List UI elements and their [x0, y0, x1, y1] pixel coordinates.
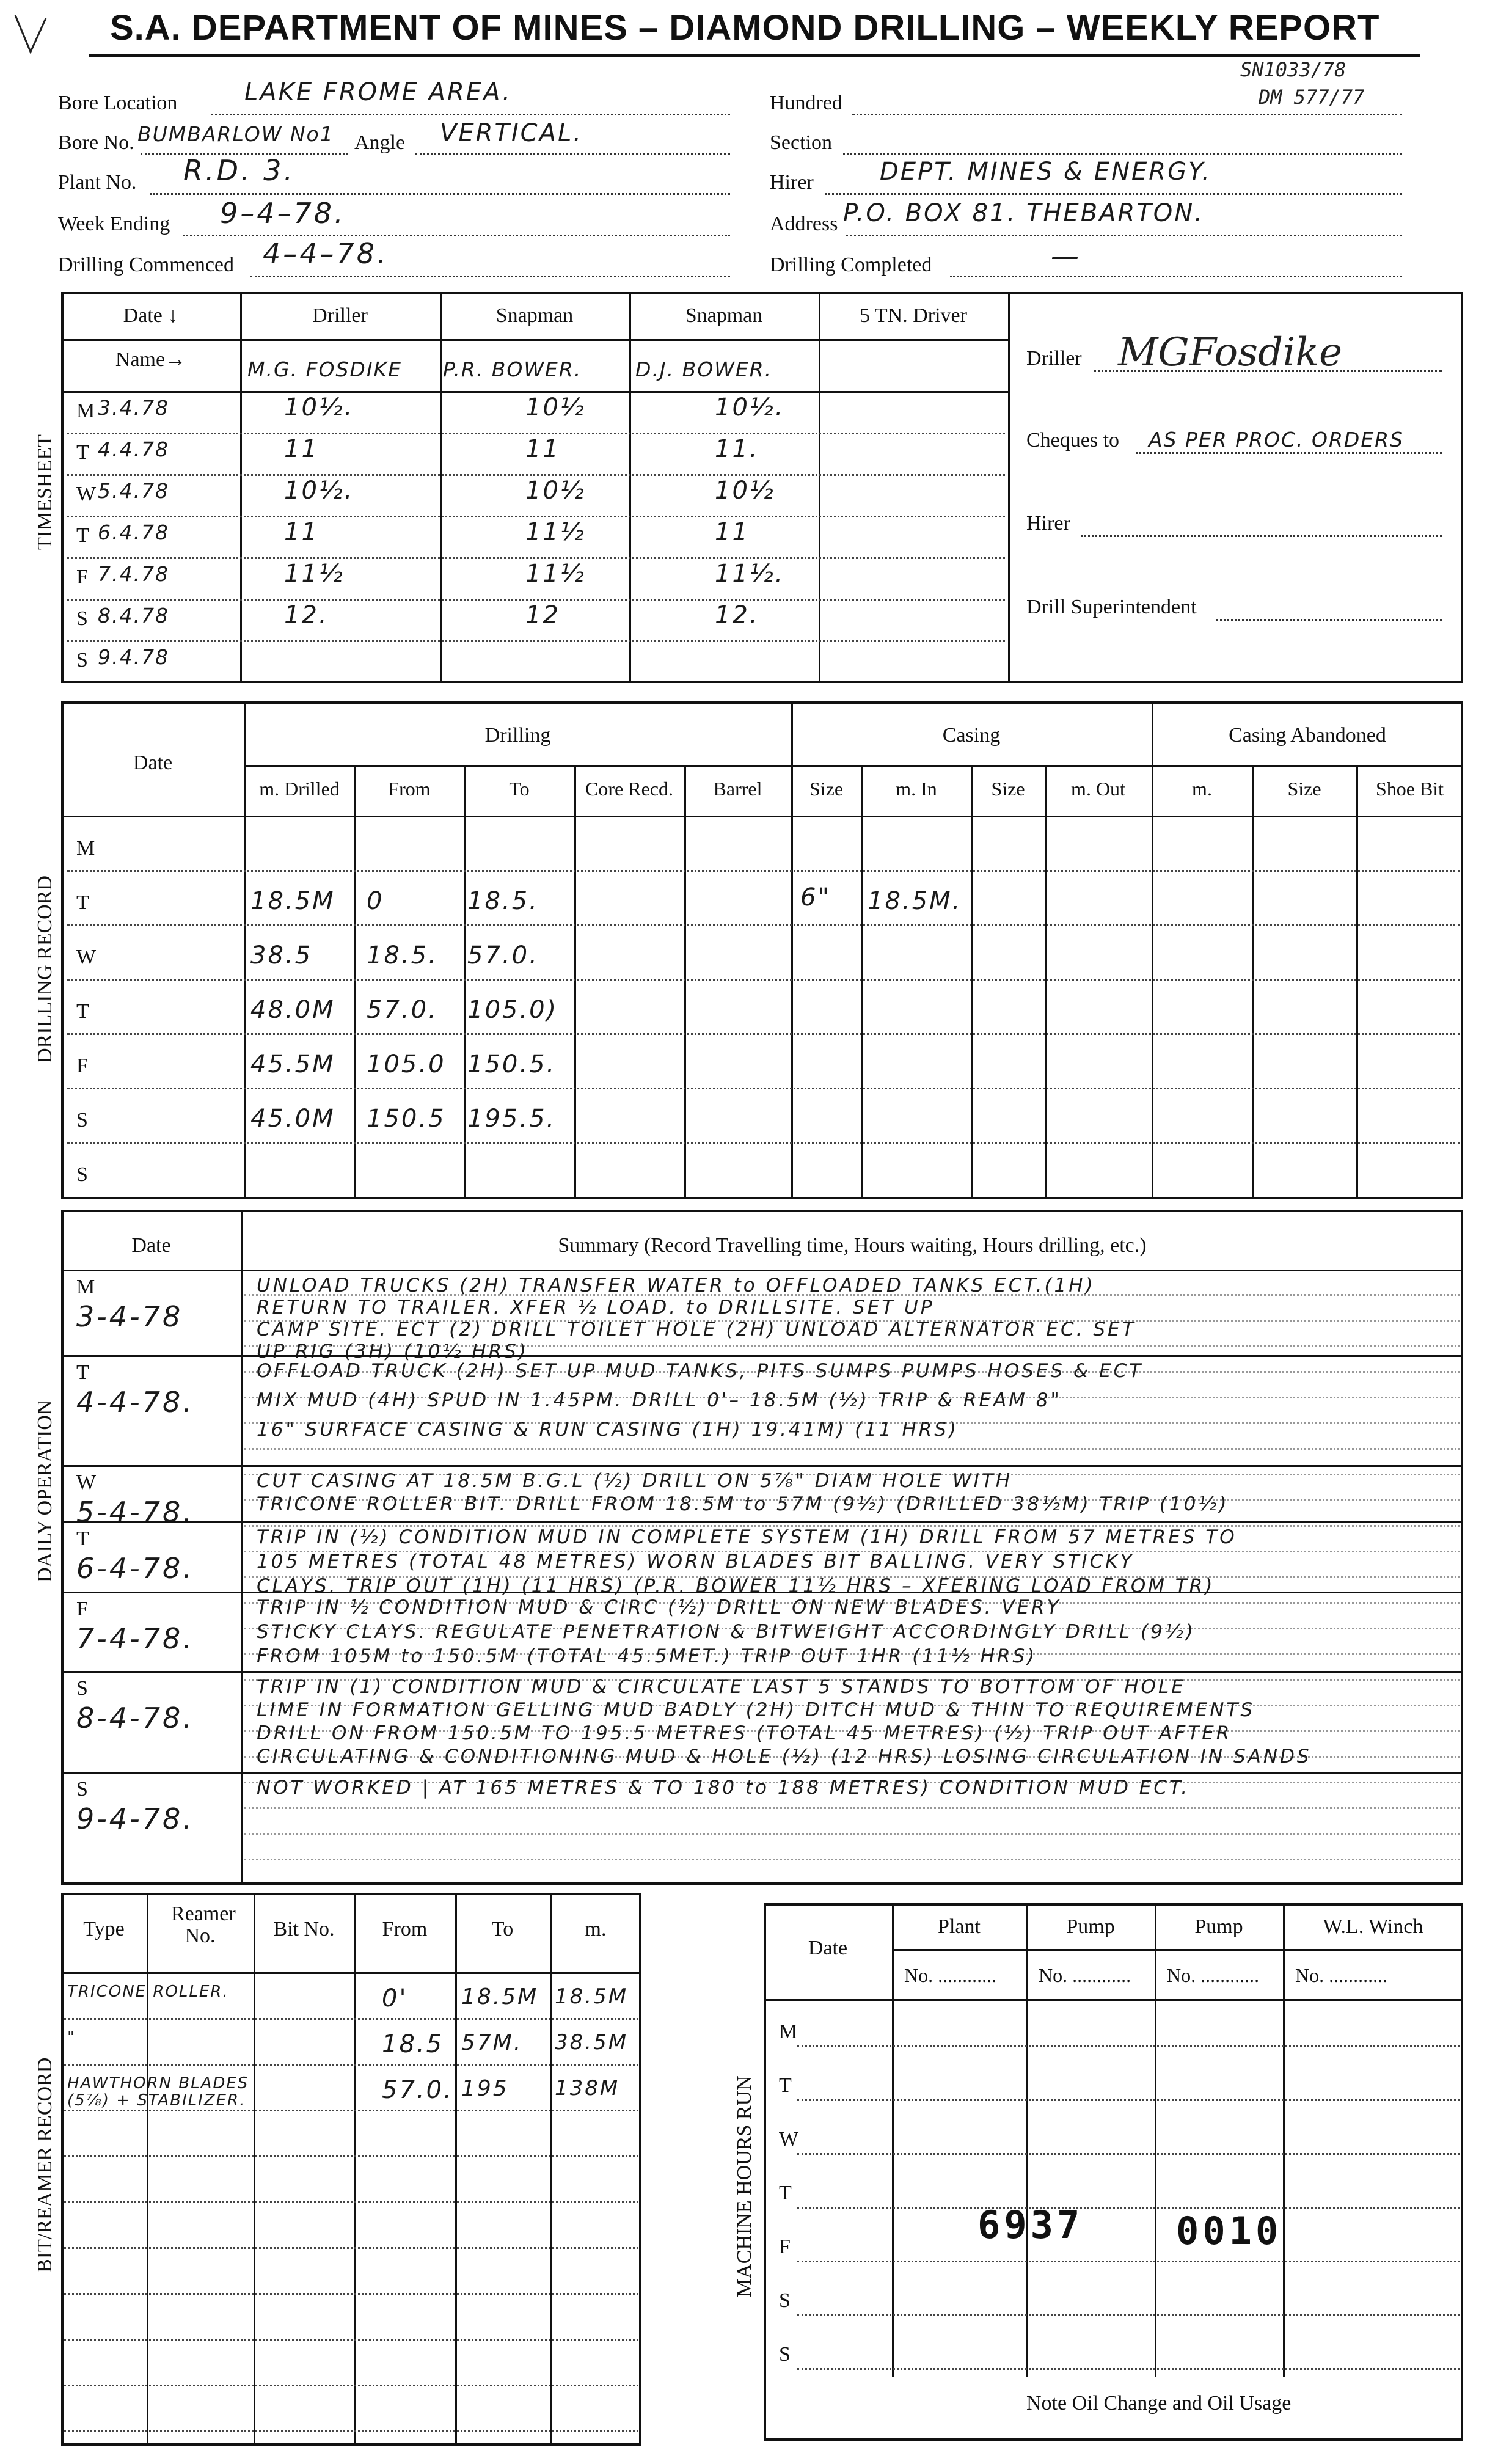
- bore-location-label: Bore Location: [58, 92, 178, 114]
- timesheet-side-label: TIMESHEET: [34, 434, 56, 550]
- rule: [354, 765, 356, 1199]
- drilling-from: 150.5: [367, 1105, 446, 1133]
- fill-line: [843, 153, 1402, 155]
- machine-row-day: F: [779, 2236, 791, 2258]
- rule: [241, 1210, 243, 1885]
- timesheet-cheques-label: Cheques to: [1026, 429, 1120, 451]
- daily-summary-line: TRIP IN (½) CONDITION MUD IN COMPLETE SYSTEM (1H) DRILL FROM 57 METRES TO: [257, 1526, 1237, 1548]
- row-divider: [67, 640, 1005, 642]
- drilling-completed-label: Drilling Completed: [770, 254, 932, 276]
- timesheet-cheques-value: AS PER PROC. ORDERS: [1149, 428, 1405, 451]
- drilling-row-day: T: [76, 1000, 89, 1023]
- rule: [61, 391, 1008, 393]
- timesheet-name-header: Name→: [115, 348, 186, 371]
- drilling-col-header: Size: [1287, 778, 1321, 800]
- rule: [1026, 1903, 1028, 2377]
- bit-record-side-label: BIT/REAMER RECORD: [34, 2057, 56, 2273]
- bit-col-header: m.: [585, 1918, 607, 1940]
- daily-date-header: Date: [131, 1234, 171, 1257]
- ruled-line: [244, 1859, 1460, 1860]
- ruled-line: [244, 1294, 1460, 1296]
- row-divider: [67, 979, 1460, 981]
- bit-col-header: Reamer No.: [171, 1903, 236, 1947]
- fill-line: [950, 276, 1402, 277]
- machine-hours-side-label: MACHINE HOURS RUN: [733, 2075, 756, 2297]
- timesheet-name-driller: M.G. FOSDIKE: [247, 357, 403, 381]
- drilling-from: 57.0.: [367, 996, 438, 1024]
- row-divider: [67, 1033, 1460, 1035]
- drilling-date-header: Date: [133, 751, 173, 774]
- plant-hours-stamp: 6937: [977, 2203, 1084, 2247]
- address-label: Address: [770, 213, 838, 235]
- ruled-line: [244, 1833, 1460, 1835]
- daily-summary-line: CAMP SITE. ECT (2) DRILL TOILET HOLE (2H) UNLOAD ALTERNATOR EC. SET: [257, 1318, 1136, 1340]
- report-title: S.A. DEPARTMENT OF MINES – DIAMOND DRILLING – WEEKLY REPORT: [110, 8, 1380, 48]
- ruled-line: [797, 2314, 1460, 2316]
- ruled-line: [244, 1474, 1460, 1475]
- ruled-line: [244, 1320, 1460, 1322]
- rule: [1356, 765, 1358, 1199]
- daily-summary-line: CIRCULATING & CONDITIONING MUD & HOLE (½) (12 HRS) LOSING CIRCULATION IN SANDS: [257, 1746, 1312, 1768]
- daily-row-date: 8-4-78.: [76, 1702, 194, 1735]
- day-divider: [61, 1772, 1463, 1774]
- drilling-from: 18.5.: [367, 941, 438, 970]
- rule: [464, 765, 466, 1199]
- drilling-m-drilled: 18.5M: [250, 887, 335, 915]
- timesheet-hours-cell: 10½.: [284, 393, 354, 422]
- rule: [455, 1893, 457, 2446]
- drilling-row-day: M: [76, 837, 95, 860]
- timesheet-hours-cell: 11½.: [715, 560, 785, 588]
- timesheet-col-driller: Driller: [312, 304, 368, 327]
- ruled-line: [244, 1782, 1460, 1783]
- timesheet-row-date: 6.4.78: [98, 521, 169, 544]
- hundred-label: Hundred: [770, 92, 842, 114]
- drilling-commenced-label: Drilling Commenced: [58, 254, 235, 276]
- ruled-line: [244, 1345, 1460, 1347]
- drilling-to: 105.0): [467, 996, 558, 1024]
- daily-summary-line: NOT WORKED | AT 165 METRES & TO 180 to 188 METRES) CONDITION MUD ECT.: [257, 1777, 1190, 1799]
- rule: [861, 765, 863, 1199]
- ruled-line: [64, 2018, 638, 2020]
- drilling-from: 105.0: [367, 1050, 446, 1078]
- daily-summary-line: 105 METRES (TOTAL 48 METRES) WORN BLADES BIT BALLING. VERY STICKY: [257, 1551, 1134, 1573]
- drilling-col-header: From: [388, 778, 431, 800]
- timesheet-row-day: T: [76, 524, 89, 547]
- ruled-line: [244, 1679, 1460, 1681]
- bit-m: 18.5M: [555, 1984, 629, 2009]
- drilling-record-side-label: DRILLING RECORD: [34, 876, 56, 1063]
- timesheet-hours-cell: 12.: [715, 601, 759, 629]
- daily-row-day: M: [76, 1276, 95, 1298]
- ruled-line: [64, 2339, 638, 2341]
- timesheet-name-snapman-2: D.J. BOWER.: [635, 357, 773, 381]
- rule: [440, 292, 442, 683]
- casing-abandoned-group-header: Casing Abandoned: [1229, 724, 1386, 747]
- rule: [147, 1893, 148, 2446]
- machine-row-day: M: [779, 2020, 798, 2043]
- drilling-col-header: Size: [991, 778, 1025, 800]
- daily-summary-line: OFFLOAD TRUCK (2H) SET UP MUD TANKS, PITS SUMPS PUMPS HOSES & ECT: [257, 1360, 1144, 1382]
- rule: [1252, 765, 1254, 1199]
- daily-summary-line: TRICONE ROLLER BIT. DRILL FROM 18.5M to 57M (9½) (DRILLED 38½M) TRIP (10½): [257, 1493, 1229, 1515]
- drilling-row-day: S: [76, 1163, 88, 1186]
- ruled-line: [64, 2155, 638, 2157]
- ruled-line: [244, 1576, 1460, 1578]
- drilling-row-day: F: [76, 1055, 88, 1077]
- timesheet-col-snapman: Snapman: [685, 304, 763, 327]
- hirer-value: DEPT. MINES & ENERGY.: [880, 158, 1212, 186]
- bit-col-header: To: [491, 1918, 514, 1940]
- machine-col-header: Pump: [1194, 1915, 1243, 1938]
- row-divider: [67, 1142, 1460, 1144]
- drilling-from: 0: [367, 887, 384, 915]
- driller-signature: MGFosdike: [1118, 330, 1343, 375]
- daily-summary-line: CUT CASING AT 18.5M B.G.L (½) DRILL ON 5⅞" DIAM HOLE WITH: [257, 1470, 1012, 1492]
- timesheet-col-driver: 5 TN. Driver: [860, 304, 967, 327]
- day-divider: [61, 1355, 1463, 1357]
- machine-no-field: No. ............: [1039, 1964, 1131, 1986]
- bit-type: HAWTHORN BLADES (5⅞) + STABILIZER.: [67, 2074, 249, 2110]
- timesheet-row-date: 7.4.78: [98, 562, 169, 586]
- casing-m-in: 18.5M.: [868, 887, 962, 915]
- drilling-m-drilled: 38.5: [250, 941, 313, 970]
- fill-line: [846, 235, 1402, 236]
- ruled-line: [797, 2261, 1460, 2262]
- bore-location-value: LAKE FROME AREA.: [244, 78, 512, 106]
- rule: [1152, 701, 1153, 1199]
- daily-row-day: T: [76, 1527, 89, 1550]
- ruled-line: [244, 1705, 1460, 1706]
- casing-group-header: Casing: [942, 724, 1001, 747]
- timesheet-col-snapman: Snapman: [495, 304, 574, 327]
- angle-value: VERTICAL.: [440, 119, 583, 147]
- daily-summary-line: UNLOAD TRUCKS (2H) TRANSFER WATER to OFFLOADED TANKS ECT.(1H): [257, 1274, 1095, 1296]
- timesheet-row-date: 3.4.78: [98, 396, 169, 420]
- drilling-col-header: Core Recd.: [585, 778, 673, 800]
- timesheet-hours-cell: 11½: [525, 560, 586, 588]
- ruled-line: [797, 2207, 1460, 2209]
- machine-col-header: Pump: [1066, 1915, 1115, 1938]
- ruled-line: [244, 1422, 1460, 1424]
- row-divider: [67, 924, 1460, 926]
- rule: [550, 1893, 552, 2446]
- rule: [1283, 1903, 1285, 2377]
- fill-line: [825, 193, 1402, 195]
- timesheet-hours-cell: 10½: [525, 393, 586, 422]
- timesheet-row-day: W: [76, 483, 97, 505]
- daily-row-date: 7-4-78.: [76, 1622, 194, 1655]
- rule: [61, 1270, 1463, 1271]
- timesheet-row-date: 5.4.78: [98, 479, 169, 503]
- timesheet-row-day: T: [76, 441, 89, 464]
- bore-no-value: BUMBARLOW No1: [137, 122, 334, 146]
- timesheet-hours-cell: 11½: [525, 518, 586, 546]
- ruled-line: [244, 1730, 1460, 1732]
- week-ending-label: Week Ending: [58, 213, 170, 235]
- daily-row-day: W: [76, 1471, 97, 1494]
- drilling-col-header: m. In: [896, 778, 937, 800]
- drilling-col-header: m. Out: [1071, 778, 1125, 800]
- rule: [1155, 1903, 1156, 2377]
- timesheet-hirer-label: Hirer: [1026, 512, 1070, 535]
- daily-row-date: 3-4-78: [76, 1300, 183, 1333]
- bit-type: ": [67, 2028, 76, 2047]
- hirer-label: Hirer: [770, 171, 814, 194]
- timesheet-hours-cell: 12.: [284, 601, 329, 629]
- daily-row-day: T: [76, 1361, 89, 1384]
- timesheet-name-snapman-1: P.R. BOWER.: [443, 357, 582, 381]
- daily-operation-side-label: DAILY OPERATION: [34, 1400, 56, 1582]
- drilling-commenced-value: 4–4–78.: [263, 237, 389, 270]
- drilling-to: 195.5.: [467, 1105, 557, 1133]
- ruled-line: [244, 1525, 1460, 1527]
- daily-row-date: 4-4-78.: [76, 1386, 194, 1419]
- rule: [764, 1999, 1463, 2001]
- timesheet-hours-cell: 11½: [284, 560, 345, 588]
- fill-line: [183, 235, 730, 236]
- timesheet-row-date: 8.4.78: [98, 604, 169, 627]
- timesheet-row-date: 9.4.78: [98, 645, 169, 669]
- daily-summary-line: CLAYS. TRIP OUT (1H) (11 HRS) (P.R. BOWER 11½ HRS – XFERING LOAD FROM TR): [257, 1575, 1215, 1597]
- drilling-col-header: Size: [809, 778, 844, 800]
- ruled-line: [244, 1756, 1460, 1758]
- daily-row-day: F: [76, 1598, 88, 1620]
- drilling-m-drilled: 48.0M: [250, 996, 335, 1024]
- drilling-group-header: Drilling: [484, 724, 551, 747]
- rule: [629, 292, 631, 683]
- daily-summary-line: 16" SURFACE CASING & RUN CASING (1H) 19.41M) (11 HRS): [257, 1419, 959, 1441]
- bit-to: 57M.: [461, 2030, 523, 2055]
- ruled-line: [797, 2045, 1460, 2047]
- ruled-line: [64, 2293, 638, 2295]
- ruled-line: [64, 2201, 638, 2203]
- rule: [791, 701, 793, 1199]
- rule: [61, 339, 1008, 341]
- timesheet-hours-cell: 10½: [525, 477, 586, 505]
- timesheet-hours-cell: 10½.: [715, 393, 785, 422]
- timesheet-row-date: 4.4.78: [98, 437, 169, 461]
- casing-size: 6": [800, 883, 831, 912]
- drilling-col-header: To: [509, 778, 530, 800]
- drilling-col-header: Barrel: [713, 778, 762, 800]
- drilling-to: 57.0.: [467, 941, 539, 970]
- rule: [240, 292, 242, 683]
- title-rule: [89, 54, 1420, 57]
- timesheet-hours-cell: 12: [525, 601, 560, 629]
- daily-summary-line: MIX MUD (4H) SPUD IN 1.45PM. DRILL 0'– 18.5M (½) TRIP & REAM 8": [257, 1389, 1062, 1411]
- bit-type: TRICONE ROLLER.: [67, 1983, 229, 2001]
- bit-from: 18.5: [382, 2030, 444, 2058]
- machine-no-field: No. ............: [904, 1964, 997, 1986]
- rule: [354, 1893, 356, 2446]
- drilling-m-drilled: 45.0M: [250, 1105, 335, 1133]
- drilling-col-header: m.: [1192, 778, 1212, 800]
- machine-row-day: S: [779, 2343, 791, 2366]
- rule: [61, 1972, 641, 1974]
- drilling-row-day: T: [76, 891, 89, 914]
- ruled-line: [64, 2430, 638, 2432]
- fill-line: [1081, 535, 1442, 537]
- angle-label: Angle: [354, 131, 406, 154]
- fill-line: [250, 276, 730, 277]
- row-divider: [67, 1088, 1460, 1089]
- ruled-line: [797, 2368, 1460, 2370]
- rule: [971, 765, 973, 1199]
- ruled-line: [64, 2064, 638, 2066]
- daily-summary-line: DRILL ON FROM 150.5M TO 195.5 METRES (TOTAL 45 METRES) (½) TRIP OUT AFTER: [257, 1722, 1232, 1744]
- bit-m: 38.5M: [555, 2030, 629, 2055]
- drilling-row-day: W: [76, 946, 97, 968]
- ruled-line: [64, 2385, 638, 2386]
- bit-from: 57.0.: [382, 2076, 453, 2104]
- pump-hours-stamp: 0010: [1176, 2209, 1282, 2253]
- daily-summary-line: STICKY CLAYS. REGULATE PENETRATION & BITWEIGHT ACCORDINGLY DRILL (9½): [257, 1621, 1196, 1643]
- row-divider: [67, 474, 1005, 476]
- daily-row-date: 9-4-78.: [76, 1802, 194, 1835]
- fill-line: [415, 153, 730, 155]
- daily-summary-header: Summary (Record Travelling time, Hours waiting, Hours drilling, etc.): [558, 1234, 1147, 1257]
- timesheet-hours-cell: 11: [525, 435, 560, 463]
- bit-col-header: Type: [83, 1918, 125, 1940]
- timesheet-hours-cell: 10½.: [284, 477, 354, 505]
- reference-number-2: DM 577/77: [1259, 86, 1365, 109]
- timesheet-hours-cell: 10½: [715, 477, 775, 505]
- daily-row-day: S: [76, 1677, 88, 1700]
- drilling-col-header: m. Drilled: [259, 778, 340, 800]
- ruled-line: [797, 2099, 1460, 2101]
- timesheet-hours-cell: 11: [284, 518, 319, 546]
- machine-no-field: No. ............: [1295, 1964, 1388, 1986]
- ruled-line: [244, 1371, 1460, 1373]
- ruled-line: [64, 2110, 638, 2111]
- timesheet-superintendent-label: Drill Superintendent: [1026, 596, 1197, 618]
- bit-col-header: Bit No.: [273, 1918, 335, 1940]
- timesheet-row-day: S: [76, 649, 88, 671]
- address-value: P.O. BOX 81. THEBARTON.: [843, 199, 1204, 227]
- bit-col-header: From: [382, 1918, 428, 1940]
- row-divider: [67, 433, 1005, 434]
- bit-m: 138M: [555, 2076, 620, 2100]
- plant-no-label: Plant No.: [58, 171, 137, 194]
- rule: [1008, 292, 1010, 683]
- daily-summary-line: FROM 105M to 150.5M (TOTAL 45.5MET.) TRIP OUT 1HR (11½ HRS): [257, 1645, 1037, 1667]
- row-divider: [67, 557, 1005, 559]
- rule: [61, 816, 1463, 817]
- reference-number-1: SN1033/78: [1240, 58, 1346, 81]
- fill-line: [852, 114, 1402, 115]
- day-divider: [61, 1465, 1463, 1467]
- rule: [1045, 765, 1047, 1199]
- fill-line: [1136, 452, 1442, 454]
- daily-summary-line: LIME IN FORMATION GELLING MUD BADLY (2H) DITCH MUD & THIN TO REQUIREMENTS: [257, 1699, 1255, 1721]
- machine-col-header: Plant: [938, 1915, 981, 1938]
- drilling-m-drilled: 45.5M: [250, 1050, 335, 1078]
- ruled-line: [244, 1807, 1460, 1809]
- timesheet-hours-cell: 11.: [715, 435, 759, 463]
- fill-line: [1216, 619, 1442, 621]
- ruled-line: [244, 1448, 1460, 1450]
- daily-summary-line: RETURN TO TRAILER. XFER ½ LOAD. to DRILLSITE. SET UP: [257, 1296, 935, 1318]
- plant-no-value: R.D. 3.: [183, 154, 296, 187]
- ruled-line: [244, 1551, 1460, 1552]
- day-divider: [61, 1521, 1463, 1523]
- bit-from: 0': [382, 1984, 408, 2013]
- rule: [574, 765, 576, 1199]
- timesheet-driller-label: Driller: [1026, 347, 1082, 370]
- ruled-line: [244, 1653, 1460, 1655]
- bore-no-label: Bore No.: [58, 131, 134, 154]
- machine-col-header: W.L. Winch: [1323, 1915, 1423, 1938]
- drilling-to: 18.5.: [467, 887, 539, 915]
- drilling-row-day: S: [76, 1109, 88, 1131]
- daily-row-date: 5-4-78.: [76, 1496, 194, 1529]
- fill-line: [150, 193, 730, 195]
- ruled-line: [244, 1602, 1460, 1604]
- rule: [684, 765, 686, 1199]
- rule: [244, 765, 1463, 767]
- row-divider: [67, 516, 1005, 517]
- rule: [819, 292, 820, 683]
- ruled-line: [244, 1628, 1460, 1629]
- fill-line: [211, 114, 730, 115]
- day-divider: [61, 1592, 1463, 1593]
- machine-row-day: W: [779, 2128, 799, 2151]
- bit-to: 195: [461, 2076, 509, 2101]
- row-divider: [67, 599, 1005, 601]
- timesheet-row-day: F: [76, 566, 88, 588]
- rule: [244, 701, 246, 1199]
- oil-note: Note Oil Change and Oil Usage: [1026, 2392, 1292, 2415]
- ruled-line: [244, 1499, 1460, 1501]
- daily-row-day: S: [76, 1778, 88, 1800]
- machine-row-day: T: [779, 2182, 792, 2204]
- corner-mark: [12, 12, 49, 55]
- daily-summary-line: TRIP IN ½ CONDITION MUD & CIRC (½) DRILL ON NEW BLADES. VERY: [257, 1596, 1061, 1618]
- machine-no-field: No. ............: [1167, 1964, 1260, 1986]
- drilling-to: 150.5.: [467, 1050, 557, 1078]
- rule: [892, 1949, 1463, 1951]
- timesheet-row-day: M: [76, 400, 95, 422]
- machine-row-day: S: [779, 2289, 791, 2312]
- ruled-line: [64, 2247, 638, 2249]
- bit-to: 18.5M: [461, 1984, 539, 2009]
- ruled-line: [244, 1397, 1460, 1398]
- machine-row-day: T: [779, 2074, 792, 2097]
- rule: [892, 1903, 894, 2377]
- timesheet-hours-cell: 11: [284, 435, 319, 463]
- ruled-line: [797, 2153, 1460, 2155]
- timesheet-row-day: S: [76, 607, 88, 630]
- daily-summary-line: UP RIG (3H) (10½ HRS): [257, 1340, 528, 1362]
- drilling-completed-value: —: [1051, 239, 1081, 272]
- week-ending-value: 9–4–78.: [220, 197, 346, 230]
- timesheet-hours-cell: 11: [715, 518, 750, 546]
- section-label: Section: [770, 131, 832, 154]
- row-divider: [67, 870, 1460, 872]
- day-divider: [61, 1671, 1463, 1673]
- drilling-col-header: Shoe Bit: [1375, 778, 1444, 800]
- timesheet-date-header: Date ↓: [123, 304, 178, 327]
- daily-row-date: 6-4-78.: [76, 1552, 194, 1585]
- rule: [254, 1893, 255, 2446]
- daily-summary-line: TRIP IN (1) CONDITION MUD & CIRCULATE LAST 5 STANDS TO BOTTOM OF HOLE: [257, 1676, 1186, 1698]
- machine-date-header: Date: [808, 1937, 848, 1959]
